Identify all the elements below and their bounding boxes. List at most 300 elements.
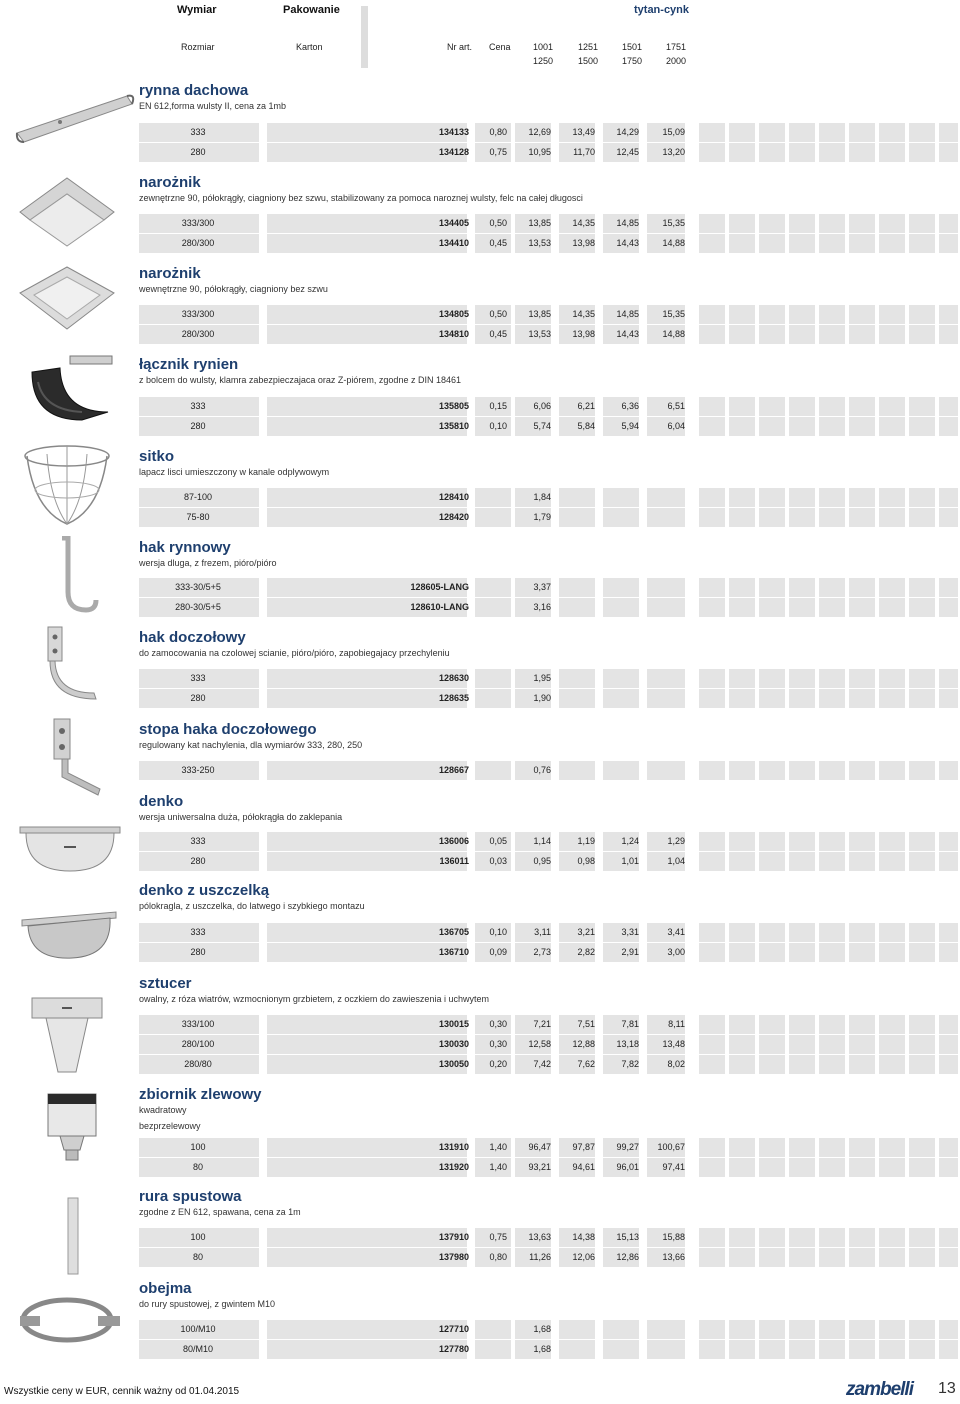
row-background-cell: [789, 1035, 815, 1054]
row-background-cell: [729, 1035, 755, 1054]
size-cell: 280/300: [181, 238, 215, 248]
row-background-cell: [699, 689, 725, 708]
price-cell: [294, 1138, 334, 1157]
col-header-range-1: 1001 1250: [532, 42, 554, 66]
row-background-cell: [699, 1228, 725, 1247]
price-cell: [649, 598, 685, 617]
cena-cell: 1,40: [489, 1162, 507, 1172]
price-cell: 5,94: [621, 421, 639, 431]
row-background-cell: [849, 508, 875, 527]
row-background-cell: [909, 1158, 935, 1177]
row-background-cell: [729, 214, 755, 233]
price-cell: [294, 123, 334, 142]
art-cell: 130030: [438, 1039, 469, 1049]
row-background-cell: [939, 214, 958, 233]
row-background-cell: [909, 689, 935, 708]
row-background-cell: [849, 943, 875, 962]
row-background-cell: [729, 508, 755, 527]
price-cell: 12,45: [616, 147, 639, 157]
price-cell: 12,58: [528, 1039, 551, 1049]
size-cell: 80/M10: [182, 1344, 214, 1354]
size-cell: 333/300: [181, 309, 215, 319]
price-cell: 13,49: [572, 127, 595, 137]
row-background-cell: [759, 761, 785, 780]
price-cell: 6,06: [533, 401, 551, 411]
row-background-cell: [699, 852, 725, 871]
row-background-cell: [819, 761, 845, 780]
price-cell: 13,85: [528, 218, 551, 228]
row-background-cell: [939, 923, 958, 942]
row-background-cell: [819, 852, 845, 871]
price-cell: [294, 1158, 334, 1177]
row-background-cell: [909, 214, 935, 233]
price-cell: 13,63: [528, 1232, 551, 1242]
price-cell: 14,85: [616, 218, 639, 228]
price-cell: 1,84: [533, 492, 551, 502]
price-cell: 1,95: [533, 673, 551, 683]
row-background-cell: [849, 305, 875, 324]
price-cell: [605, 1340, 639, 1359]
cena-cell: 0,80: [489, 127, 507, 137]
row-background-cell: [879, 508, 905, 527]
price-cell: [294, 1228, 334, 1247]
table-row: [139, 832, 958, 851]
price-cell: 5,74: [533, 421, 551, 431]
price-cell: [605, 508, 639, 527]
price-cell: [294, 1055, 334, 1074]
price-cell: [294, 598, 334, 617]
cena-cell: [473, 488, 507, 507]
row-background-cell: [849, 123, 875, 142]
price-cell: [294, 1320, 334, 1339]
size-cell: 333-250: [181, 765, 215, 775]
cena-cell: [473, 761, 507, 780]
cena-cell: [473, 1340, 507, 1359]
cena-cell: [473, 689, 507, 708]
price-cell: 2,82: [577, 947, 595, 957]
row-background-cell: [939, 578, 958, 597]
row-background-cell: [939, 397, 958, 416]
art-cell: 136705: [438, 927, 469, 937]
row-background-cell: [879, 832, 905, 851]
price-cell: 13,20: [662, 147, 685, 157]
product-title: hak doczołowy: [139, 629, 246, 646]
cena-cell: 0,30: [489, 1019, 507, 1029]
row-background-cell: [759, 143, 785, 162]
col-header-range-2: 1251 1500: [577, 42, 599, 66]
row-background-cell: [789, 761, 815, 780]
row-background-cell: [909, 943, 935, 962]
footer-note: Wszystkie ceny w EUR, cennik ważny od 01.04.2015: [4, 1386, 240, 1397]
price-cell: 12,06: [572, 1252, 595, 1262]
price-cell: [649, 761, 685, 780]
row-background-cell: [849, 1248, 875, 1267]
row-background-cell: [819, 1340, 845, 1359]
price-cell: 6,36: [621, 401, 639, 411]
row-background-cell: [699, 943, 725, 962]
row-background-cell: [819, 1055, 845, 1074]
product-title: rura spustowa: [139, 1188, 242, 1205]
price-cell: 13,53: [528, 238, 551, 248]
product-description: do zamocowania na czolowej scianie, pióro/pióro, zapobiegajacy przechyleniu: [139, 648, 450, 658]
product-title: rynna dachowa: [139, 82, 249, 99]
price-cell: 2,91: [621, 947, 639, 957]
price-cell: [294, 1248, 334, 1267]
table-row: [139, 1228, 958, 1247]
row-background-cell: [789, 417, 815, 436]
size-cell: 100: [190, 1142, 206, 1152]
size-cell: 333: [190, 127, 206, 137]
row-background-cell: [819, 214, 845, 233]
price-cell: 1,24: [621, 836, 639, 846]
row-background-cell: [759, 397, 785, 416]
row-background-cell: [729, 852, 755, 871]
row-background-cell: [849, 832, 875, 851]
table-row: [139, 1138, 958, 1157]
price-cell: 7,51: [577, 1019, 595, 1029]
price-cell: [294, 578, 334, 597]
price-cell: 12,86: [616, 1252, 639, 1262]
row-background-cell: [879, 1248, 905, 1267]
price-cell: 1,01: [621, 856, 639, 866]
size-cell: 280/300: [181, 329, 215, 339]
product-description: zgodne z EN 612, spawana, cena za 1m: [139, 1207, 301, 1217]
row-background-cell: [849, 488, 875, 507]
row-background-cell: [909, 1228, 935, 1247]
row-background-cell: [879, 214, 905, 233]
price-cell: 14,88: [662, 329, 685, 339]
price-cell: 8,02: [667, 1059, 685, 1069]
table-row: [139, 1035, 958, 1054]
product-description: EN 612,forma wulsty II, cena za 1mb: [139, 101, 287, 111]
outer-corner-image: [12, 172, 122, 252]
product-description: kwadratowy: [139, 1105, 187, 1115]
art-cell: 135810: [438, 421, 469, 431]
price-cell: 3,11: [534, 927, 551, 937]
price-cell: 1,68: [533, 1324, 551, 1334]
price-cell: [649, 689, 685, 708]
row-background-cell: [699, 761, 725, 780]
row-background-cell: [729, 397, 755, 416]
cena-cell: 0,20: [489, 1059, 507, 1069]
row-background-cell: [729, 1055, 755, 1074]
end-cap-seal-image: [12, 902, 127, 962]
price-cell: [561, 578, 595, 597]
row-background-cell: [849, 578, 875, 597]
table-row: [139, 508, 958, 527]
size-cell: 280-30/5+5: [175, 602, 221, 612]
row-background-cell: [759, 1138, 785, 1157]
art-cell: 131920: [438, 1162, 469, 1172]
row-background-cell: [729, 123, 755, 142]
price-cell: [561, 1340, 595, 1359]
row-background-cell: [729, 1138, 755, 1157]
row-background-cell: [849, 1055, 875, 1074]
row-background-cell: [879, 852, 905, 871]
table-row: [139, 761, 958, 780]
row-background-cell: [819, 417, 845, 436]
cena-cell: 0,10: [489, 927, 507, 937]
row-background-cell: [879, 143, 905, 162]
row-background-cell: [909, 598, 935, 617]
price-cell: 3,37: [533, 582, 551, 592]
price-cell: 1,68: [533, 1344, 551, 1354]
price-cell: [294, 1015, 334, 1034]
row-background-cell: [939, 305, 958, 324]
price-cell: [294, 325, 334, 344]
row-background-cell: [849, 1035, 875, 1054]
row-background-cell: [879, 1138, 905, 1157]
size-cell: 333: [190, 836, 206, 846]
price-cell: 15,13: [616, 1232, 639, 1242]
price-cell: 6,21: [577, 401, 595, 411]
page-number: 13: [938, 1380, 956, 1397]
col-header-rozmiar: Rozmiar: [181, 42, 215, 52]
row-background-cell: [759, 1035, 785, 1054]
product-title: hak rynnowy: [139, 539, 231, 556]
cena-cell: 0,45: [489, 329, 507, 339]
row-background-cell: [729, 234, 755, 253]
row-background-cell: [759, 1228, 785, 1247]
price-cell: 12,69: [528, 127, 551, 137]
price-cell: 13,66: [662, 1252, 685, 1262]
price-cell: 12,88: [572, 1039, 595, 1049]
price-cell: 93,21: [528, 1162, 551, 1172]
table-row: [139, 234, 958, 253]
row-background-cell: [759, 923, 785, 942]
long-hook-image: [12, 536, 112, 616]
row-background-cell: [909, 1248, 935, 1267]
row-background-cell: [939, 1015, 958, 1034]
row-background-cell: [879, 943, 905, 962]
art-cell: 134805: [438, 309, 469, 319]
price-cell: [605, 598, 639, 617]
row-background-cell: [729, 578, 755, 597]
row-background-cell: [819, 305, 845, 324]
row-background-cell: [879, 1158, 905, 1177]
row-background-cell: [879, 761, 905, 780]
art-cell: 134410: [438, 238, 469, 248]
row-background-cell: [849, 669, 875, 688]
table-row: [139, 943, 958, 962]
outlet-image: [12, 988, 122, 1078]
row-background-cell: [819, 832, 845, 851]
row-background-cell: [849, 1015, 875, 1034]
row-background-cell: [939, 1248, 958, 1267]
table-row: [139, 1340, 958, 1359]
row-background-cell: [729, 761, 755, 780]
price-cell: [294, 689, 334, 708]
price-cell: 1,90: [533, 693, 551, 703]
row-background-cell: [789, 488, 815, 507]
row-background-cell: [849, 234, 875, 253]
table-row: [139, 397, 958, 416]
price-cell: [649, 669, 685, 688]
product-title: sitko: [139, 448, 175, 465]
table-row: [139, 923, 958, 942]
table-row: [139, 1055, 958, 1074]
row-background-cell: [699, 1138, 725, 1157]
row-background-cell: [729, 1340, 755, 1359]
product-description: z bolcem do wulsty, klamra zabezpieczajaca oraz Z-piórem, zgodne z DIN 18461: [139, 375, 461, 385]
row-background-cell: [879, 123, 905, 142]
art-cell: 135805: [438, 401, 469, 411]
row-background-cell: [789, 1158, 815, 1177]
price-cell: 0,95: [533, 856, 551, 866]
size-cell: 280/80: [184, 1059, 212, 1069]
row-background-cell: [699, 397, 725, 416]
row-background-cell: [729, 488, 755, 507]
price-cell: [294, 508, 334, 527]
price-cell: 7,82: [621, 1059, 639, 1069]
size-cell: 333/300: [181, 218, 215, 228]
price-cell: [294, 1340, 334, 1359]
cena-cell: 0,50: [489, 218, 507, 228]
cena-cell: 0,03: [489, 856, 507, 866]
row-background-cell: [759, 214, 785, 233]
price-cell: 3,00: [667, 947, 685, 957]
product-title: sztucer: [139, 975, 192, 992]
art-cell: 128630: [438, 673, 469, 683]
price-cell: 7,21: [533, 1019, 551, 1029]
row-background-cell: [699, 305, 725, 324]
product-description: owalny, z róza wiatrów, wzmocnionym grzbietem, z oczkiem do zawieszenia i uchwytem: [139, 994, 489, 1004]
row-background-cell: [849, 1138, 875, 1157]
row-background-cell: [939, 669, 958, 688]
row-background-cell: [699, 1035, 725, 1054]
cena-cell: [473, 578, 507, 597]
row-background-cell: [699, 832, 725, 851]
row-background-cell: [819, 689, 845, 708]
row-background-cell: [819, 943, 845, 962]
art-cell: 136006: [438, 836, 469, 846]
price-cell: 94,61: [572, 1162, 595, 1172]
row-background-cell: [789, 234, 815, 253]
row-background-cell: [729, 1248, 755, 1267]
price-cell: [649, 1340, 685, 1359]
cena-cell: [473, 669, 507, 688]
price-cell: 6,04: [667, 421, 685, 431]
product-title: łącznik rynien: [139, 356, 239, 373]
row-background-cell: [939, 1035, 958, 1054]
price-cell: [561, 508, 595, 527]
row-background-cell: [699, 214, 725, 233]
product-title: denko z uszczelką: [139, 882, 270, 899]
art-cell: 128635: [438, 693, 469, 703]
size-cell: 333/100: [181, 1019, 215, 1029]
price-cell: 96,01: [616, 1162, 639, 1172]
cena-cell: [473, 1320, 507, 1339]
row-background-cell: [699, 417, 725, 436]
size-cell: 87-100: [183, 492, 213, 502]
price-cell: 13,98: [572, 238, 595, 248]
table-row: [139, 598, 958, 617]
price-cell: [605, 689, 639, 708]
table-row: [139, 1320, 958, 1339]
row-background-cell: [939, 689, 958, 708]
price-cell: [605, 578, 639, 597]
price-cell: 14,43: [616, 238, 639, 248]
size-cell: 280: [190, 856, 206, 866]
row-background-cell: [939, 143, 958, 162]
cena-cell: 0,50: [489, 309, 507, 319]
row-background-cell: [729, 1228, 755, 1247]
row-background-cell: [789, 1228, 815, 1247]
product-description: wersja uniwersalna duża, półokrągła do zaklepania: [139, 812, 343, 822]
row-background-cell: [789, 669, 815, 688]
cena-cell: 0,09: [489, 947, 507, 957]
row-background-cell: [699, 923, 725, 942]
col-header-finish: tytan-cynk: [634, 4, 690, 16]
row-background-cell: [849, 214, 875, 233]
row-background-cell: [909, 1055, 935, 1074]
price-cell: 14,85: [616, 309, 639, 319]
price-cell: 8,11: [668, 1019, 685, 1029]
row-background-cell: [789, 1340, 815, 1359]
table-row: [139, 689, 958, 708]
price-cell: 14,38: [572, 1232, 595, 1242]
row-background-cell: [789, 305, 815, 324]
size-cell: 333: [190, 673, 206, 683]
row-background-cell: [879, 689, 905, 708]
row-background-cell: [759, 689, 785, 708]
row-background-cell: [909, 923, 935, 942]
row-background-cell: [849, 761, 875, 780]
col-header-cena: Cena: [489, 42, 511, 52]
row-background-cell: [939, 417, 958, 436]
price-cell: [294, 305, 334, 324]
art-cell: 134405: [438, 218, 469, 228]
row-background-cell: [909, 1340, 935, 1359]
row-background-cell: [759, 578, 785, 597]
row-background-cell: [729, 943, 755, 962]
row-background-cell: [819, 1158, 845, 1177]
rainwater-head-image: [12, 1090, 112, 1165]
size-cell: 280: [190, 421, 206, 431]
row-background-cell: [699, 1340, 725, 1359]
art-cell: 131910: [438, 1142, 469, 1152]
price-cell: 14,88: [662, 238, 685, 248]
cena-cell: 0,75: [489, 1232, 507, 1242]
row-background-cell: [699, 578, 725, 597]
row-background-cell: [909, 761, 935, 780]
price-cell: 7,42: [533, 1059, 551, 1069]
row-background-cell: [879, 417, 905, 436]
size-cell: 280: [190, 693, 206, 703]
art-cell: 136011: [439, 856, 469, 866]
row-background-cell: [909, 143, 935, 162]
table-row: [139, 578, 958, 597]
size-cell: 80: [192, 1252, 203, 1262]
art-cell: 137910: [438, 1232, 469, 1242]
row-background-cell: [909, 417, 935, 436]
price-cell: 14,29: [616, 127, 639, 137]
row-background-cell: [849, 923, 875, 942]
row-background-cell: [849, 1320, 875, 1339]
row-background-cell: [909, 397, 935, 416]
row-background-cell: [879, 1228, 905, 1247]
leaf-guard-image: [12, 440, 122, 530]
row-background-cell: [789, 143, 815, 162]
row-background-cell: [819, 669, 845, 688]
row-background-cell: [789, 1015, 815, 1034]
row-background-cell: [939, 1138, 958, 1157]
row-background-cell: [789, 508, 815, 527]
price-cell: 13,85: [528, 309, 551, 319]
table-row: [139, 417, 958, 436]
row-background-cell: [729, 923, 755, 942]
row-background-cell: [819, 923, 845, 942]
